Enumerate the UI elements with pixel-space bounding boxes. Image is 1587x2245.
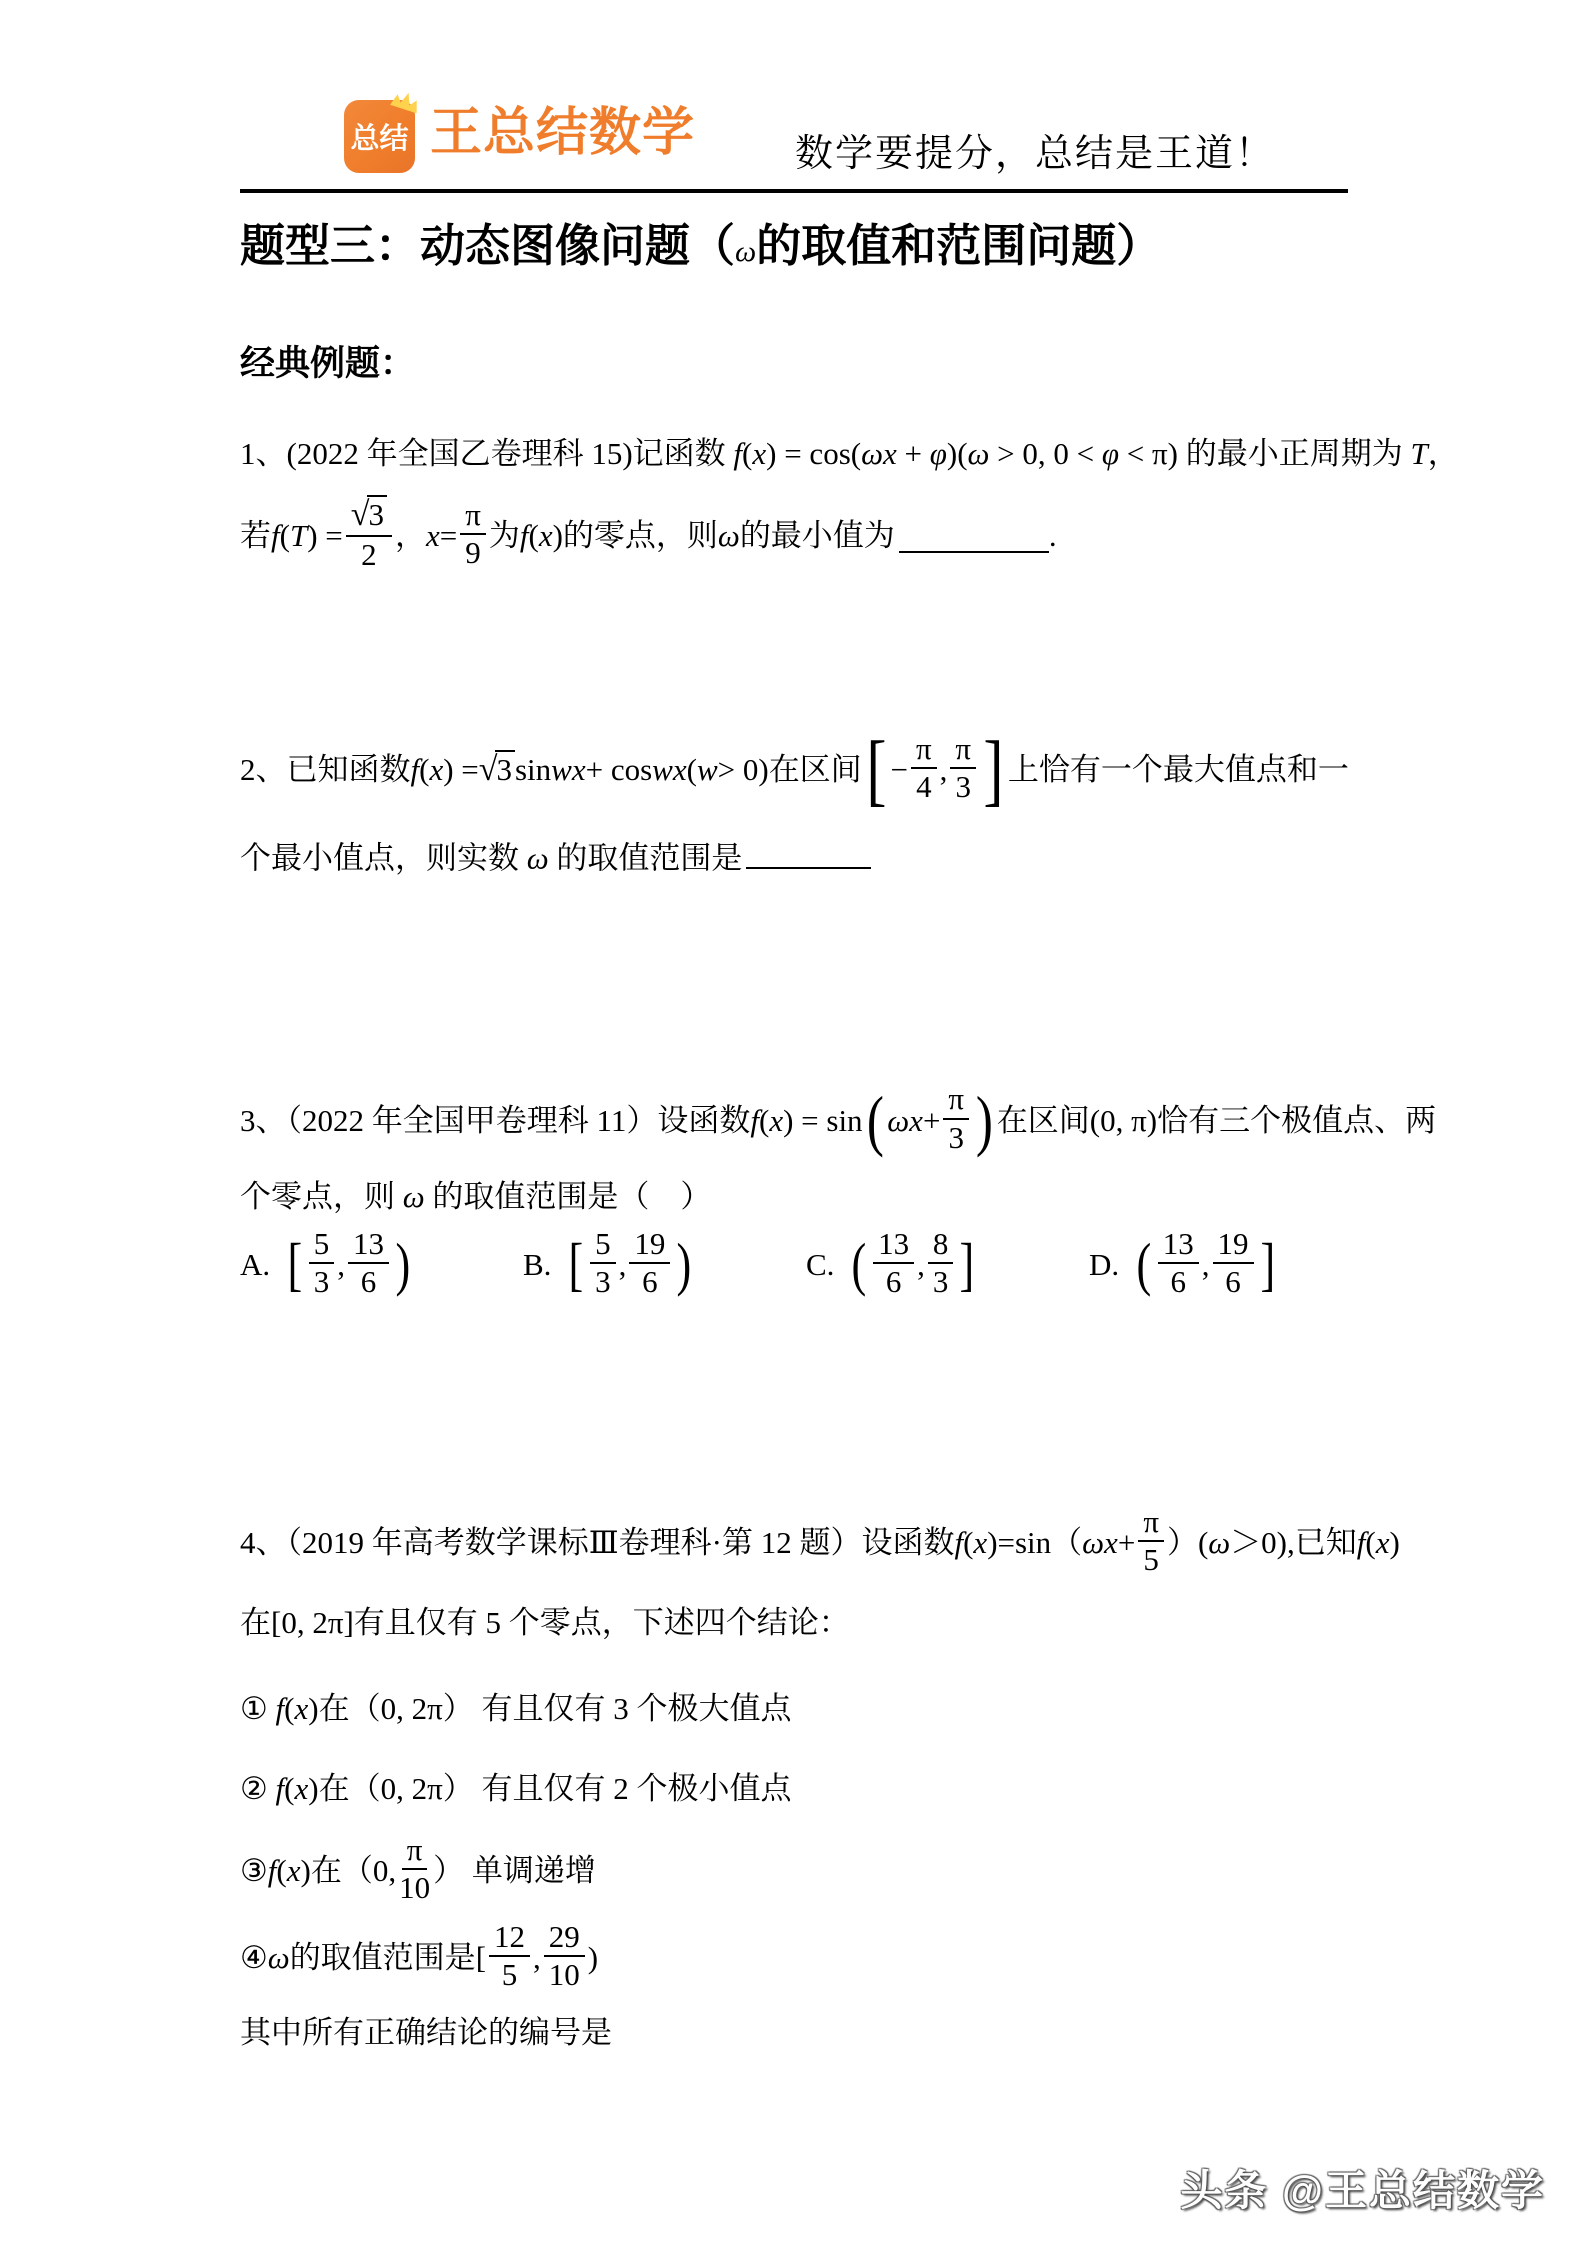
math-var: ωx xyxy=(887,1102,923,1138)
problem-2-line-1 xyxy=(240,724,1437,816)
problem-4-line-2 xyxy=(240,1601,1437,1645)
math-roman: ( xyxy=(742,436,753,471)
math-var: ω xyxy=(967,436,990,471)
fraction xyxy=(629,1227,670,1299)
radicand: 3 xyxy=(367,495,387,532)
text-run: 的取值范围是（ ） xyxy=(424,1178,712,1214)
option-d xyxy=(1089,1225,1278,1301)
text-run: 4、（2019 年高考数学课标Ⅲ卷理科·第 12 题）设函数 xyxy=(240,1524,955,1560)
fraction-numerator: π xyxy=(402,1833,428,1870)
math-var: f xyxy=(954,1524,964,1560)
text-run: 在区间 xyxy=(996,1102,1090,1138)
option-c-label: C. xyxy=(806,1246,835,1282)
math-var: x xyxy=(752,436,767,471)
text-run: 其中所有正确结论的编号是 xyxy=(240,2014,612,2050)
big-delimiter: ] xyxy=(959,1231,975,1297)
option-c-interval xyxy=(848,1225,978,1301)
logo-badge-text: 总结 xyxy=(350,123,409,155)
square-root xyxy=(479,748,515,792)
math-roman: = xyxy=(439,518,458,553)
math-var: ω xyxy=(402,1178,425,1214)
math-var: f xyxy=(1356,1524,1366,1560)
logo-badge xyxy=(344,100,415,173)
fraction xyxy=(1213,1227,1254,1299)
fraction-numerator: π xyxy=(460,498,486,535)
text-run: 为 xyxy=(488,518,520,553)
big-delimiter: ( xyxy=(851,1231,867,1297)
fraction-numerator: 13 xyxy=(1158,1227,1199,1264)
header-rule xyxy=(240,189,1348,193)
math-var: x xyxy=(1375,1524,1390,1560)
big-delimiter: [ xyxy=(866,724,887,814)
text-run: 的零点，则 xyxy=(562,518,718,553)
math-roman: , xyxy=(533,1939,541,1975)
option-d-label: D. xyxy=(1089,1246,1120,1282)
text-run: 的取值范围是 xyxy=(548,840,743,876)
option-b xyxy=(523,1225,806,1301)
text-run: 在（ xyxy=(310,1852,373,1888)
answer-blank xyxy=(746,834,871,869)
text-run: 3、（2022 年全国甲卷理科 11）设函数 xyxy=(240,1102,751,1138)
math-var: f xyxy=(410,752,420,787)
text-run: ② xyxy=(240,1770,276,1806)
math-roman: 0, xyxy=(372,1852,397,1888)
problem-4-line-1 xyxy=(240,1501,1437,1585)
fraction xyxy=(1138,1505,1164,1577)
fraction-denominator: 6 xyxy=(1225,1263,1241,1299)
math-roman: ) xyxy=(1389,1524,1400,1560)
math-roman: )=sin（ xyxy=(987,1524,1083,1560)
radicand: 3 xyxy=(495,750,515,787)
text-run: 的最小正周期为 xyxy=(1178,436,1411,471)
fraction xyxy=(1158,1227,1199,1299)
fraction-denominator: 3 xyxy=(313,1263,330,1299)
math-roman: > 0) xyxy=(717,752,769,787)
fraction xyxy=(399,1833,430,1905)
math-var: ω xyxy=(267,1939,290,1975)
math-roman: ＞0), xyxy=(1230,1524,1295,1560)
text-run: 个零点，则 xyxy=(240,1178,403,1214)
text-run: 在（ xyxy=(318,1690,381,1726)
text-run: 有且仅有 5 个零点，下述四个结论： xyxy=(353,1604,850,1640)
big-delimiter: ] xyxy=(1259,1231,1275,1297)
page-title xyxy=(240,218,1437,280)
fraction-numerator: 19 xyxy=(629,1227,670,1264)
fraction-numerator: 5 xyxy=(309,1227,335,1264)
math-var: x xyxy=(425,518,440,553)
math-var: ωx xyxy=(861,436,897,471)
math-var: w xyxy=(696,752,718,787)
text-run: 在（ xyxy=(318,1770,381,1806)
math-var: f xyxy=(733,436,743,471)
option-a-interval xyxy=(284,1225,414,1301)
fraction-denominator: 2 xyxy=(361,536,377,572)
big-delimiter: ( xyxy=(866,1082,884,1159)
option-d-interval xyxy=(1133,1225,1278,1301)
math-roman: ) = xyxy=(443,752,479,787)
fraction xyxy=(943,1082,969,1154)
text-run: ， xyxy=(1427,436,1459,471)
fraction-denominator: 3 xyxy=(595,1263,611,1299)
text-run: 上恰有一个最大值点和一 xyxy=(1007,752,1349,787)
math-var: wx xyxy=(652,752,687,787)
math-var: ω xyxy=(717,518,740,553)
fraction-numerator: π xyxy=(950,732,976,769)
text-run: ① xyxy=(240,1690,276,1726)
math-roman: ( xyxy=(284,1690,295,1726)
fraction-numerator: 13 xyxy=(873,1227,914,1264)
math-var: φ xyxy=(929,436,947,471)
option-b-interval xyxy=(565,1225,695,1301)
page-title-omega: ω xyxy=(735,235,757,268)
problem-3-line-1 xyxy=(240,1079,1437,1163)
fraction xyxy=(489,1920,530,1992)
math-roman: ) = cos( xyxy=(766,436,862,471)
math-roman: . xyxy=(1048,518,1057,553)
problem-2-line-2 xyxy=(240,834,1437,881)
math-roman: ( xyxy=(1365,1524,1376,1560)
fraction-numerator: π xyxy=(911,732,937,769)
math-var: φ xyxy=(1101,436,1120,471)
fraction-denominator: 3 xyxy=(948,1119,964,1155)
math-roman: ( xyxy=(528,518,539,553)
problem-1-line-1 xyxy=(240,432,1459,476)
section-heading: 经典例题： xyxy=(240,344,416,383)
option-a xyxy=(240,1225,523,1301)
math-roman: ) xyxy=(552,518,563,553)
text-run: ） 有且仅有 2 个极小值点 xyxy=(442,1770,792,1806)
fraction-denominator: 3 xyxy=(955,769,971,804)
math-var: T xyxy=(289,518,308,553)
problem-4-conclusion-3 xyxy=(240,1831,1437,1907)
crown-icon xyxy=(386,83,426,118)
text-run: ） 单调递增 xyxy=(433,1852,596,1888)
fraction-numerator: π xyxy=(1138,1505,1164,1542)
fraction-denominator: 9 xyxy=(465,535,481,570)
fraction xyxy=(950,732,976,804)
header-slogan: 数学要提分，总结是王道！ xyxy=(795,133,1276,175)
problem-3-line-2 xyxy=(240,1175,1437,1219)
fraction-denominator: 10 xyxy=(548,1956,580,1992)
math-var: x xyxy=(286,1852,301,1888)
problem-4-conclusion-2 xyxy=(240,1767,1437,1811)
text-run: 在 xyxy=(240,1604,271,1640)
text-run: ④ xyxy=(240,1939,268,1975)
math-var: ωx xyxy=(1082,1524,1118,1560)
big-delimiter: ) xyxy=(676,1231,692,1297)
radical-sign: √ xyxy=(350,496,370,534)
math-roman: , xyxy=(337,1246,346,1282)
math-var: x xyxy=(294,1690,309,1726)
problem-1-line-2 xyxy=(240,490,1437,582)
fraction-denominator: 10 xyxy=(399,1869,431,1905)
math-roman: ) xyxy=(308,1770,319,1806)
fraction xyxy=(873,1227,914,1299)
fraction-numerator: 8 xyxy=(928,1227,954,1264)
fraction xyxy=(460,498,486,570)
math-var: x xyxy=(769,1102,784,1138)
fraction-denominator: 5 xyxy=(501,1956,518,1992)
page-title-post: 的取值和范围问题） xyxy=(756,220,1162,271)
math-roman: ( xyxy=(963,1524,974,1560)
fraction-denominator: 6 xyxy=(885,1263,902,1299)
text-run: 2、已知函数 xyxy=(240,752,411,787)
fraction-denominator: 3 xyxy=(932,1263,949,1299)
page-title-pre: 题型三：动态图像问题（ xyxy=(240,220,736,271)
math-roman: , xyxy=(917,1246,925,1282)
math-roman: > 0, 0 < xyxy=(989,436,1102,471)
math-var: f xyxy=(275,1770,285,1806)
text-run: 1、(2022 年全国乙卷理科 15)记函数 xyxy=(240,436,734,471)
math-var: ω xyxy=(1208,1524,1231,1560)
fraction-numerator: 13 xyxy=(348,1227,389,1264)
page-header xyxy=(0,0,1587,194)
big-delimiter: [ xyxy=(568,1231,584,1297)
problem-4-conclusion-4 xyxy=(240,1919,1437,1997)
fraction xyxy=(346,496,392,572)
math-roman: (0, π) xyxy=(1089,1102,1158,1138)
big-delimiter: ) xyxy=(395,1231,411,1297)
text-run: 的最小值为 xyxy=(739,518,895,553)
fraction xyxy=(544,1920,585,1992)
fraction-denominator: 5 xyxy=(1143,1541,1159,1577)
math-var: x xyxy=(538,518,553,553)
math-roman: 0, 2π xyxy=(380,1770,443,1806)
math-var: f xyxy=(267,1852,277,1888)
math-roman: 0, 2π xyxy=(380,1690,443,1726)
fraction-numerator: 29 xyxy=(544,1920,585,1957)
problem-3-options-row xyxy=(240,1225,1437,1301)
text-run: ③ xyxy=(240,1852,268,1888)
math-roman: [0, 2π] xyxy=(271,1604,354,1640)
math-var: f xyxy=(275,1690,285,1726)
math-roman: [ xyxy=(475,1939,487,1975)
math-roman: ( xyxy=(276,1852,287,1888)
math-roman: ）( xyxy=(1166,1524,1209,1560)
big-delimiter: [ xyxy=(287,1231,303,1297)
fraction-numerator xyxy=(346,496,392,537)
text-run: 若 xyxy=(240,518,271,553)
text-run: 在区间 xyxy=(768,752,862,787)
text-run: 的取值范围是 xyxy=(289,1939,476,1975)
math-var: wx xyxy=(551,752,586,787)
fraction-numerator: 5 xyxy=(590,1227,616,1264)
text-run: 已知 xyxy=(1294,1524,1357,1560)
problem-4-closing-line xyxy=(240,2011,1437,2055)
answer-blank xyxy=(899,519,1049,554)
math-roman: ( xyxy=(279,518,290,553)
math-roman: ( xyxy=(419,752,430,787)
math-var: f xyxy=(519,518,529,553)
math-var: x xyxy=(429,752,444,787)
math-roman: + xyxy=(896,436,930,471)
fraction-denominator: 6 xyxy=(1170,1263,1187,1299)
math-roman: sin xyxy=(514,752,552,787)
math-roman: < π) xyxy=(1119,436,1179,471)
logo-text: 王总结数学 xyxy=(430,104,696,162)
math-roman: , xyxy=(1201,1246,1210,1282)
big-delimiter: ) xyxy=(975,1082,993,1159)
math-var: x xyxy=(973,1524,988,1560)
document-body xyxy=(0,218,1587,2055)
math-roman: − xyxy=(890,752,909,787)
math-roman: + xyxy=(922,1102,941,1138)
math-roman: ) xyxy=(308,1690,319,1726)
text-run: 恰有三个极值点、两 xyxy=(1157,1102,1437,1138)
math-var: f xyxy=(750,1102,759,1138)
text-run: 个最小值点，则实数 xyxy=(240,840,527,876)
fraction-denominator: 4 xyxy=(916,769,932,804)
fraction xyxy=(309,1227,335,1299)
math-roman: + xyxy=(1117,1524,1136,1560)
math-roman: ) = xyxy=(307,518,343,553)
fraction-numerator: 19 xyxy=(1213,1227,1254,1264)
option-b-label: B. xyxy=(523,1246,552,1282)
math-roman: ) xyxy=(300,1852,311,1888)
fraction xyxy=(590,1227,616,1299)
math-roman: ( xyxy=(686,752,697,787)
math-roman: )( xyxy=(946,436,968,471)
fraction xyxy=(348,1227,389,1299)
math-roman: , xyxy=(939,752,948,787)
math-var: f xyxy=(271,518,280,553)
math-var: x xyxy=(294,1770,309,1806)
fraction xyxy=(911,732,937,804)
big-delimiter: ( xyxy=(1136,1231,1152,1297)
math-roman: ) = sin xyxy=(783,1102,863,1138)
option-c xyxy=(806,1225,1089,1301)
watermark: 头条 @王总结数学 xyxy=(1180,2167,1545,2214)
math-roman: , xyxy=(618,1246,627,1282)
big-delimiter: ] xyxy=(983,724,1004,814)
math-roman: ( xyxy=(284,1770,295,1806)
fraction-numerator: π xyxy=(943,1082,969,1119)
radical-sign: √ xyxy=(478,751,498,788)
option-a-label: A. xyxy=(240,1246,271,1282)
text-run: ， xyxy=(394,518,426,553)
fraction-denominator: 6 xyxy=(360,1263,377,1299)
text-run: ） 有且仅有 3 个极大值点 xyxy=(442,1690,792,1726)
math-var: T xyxy=(1410,436,1428,471)
fraction xyxy=(928,1227,954,1299)
math-roman: ) xyxy=(587,1939,599,1975)
math-var: ω xyxy=(526,840,549,876)
fraction-denominator: 6 xyxy=(642,1263,658,1299)
math-roman: + cos xyxy=(585,752,653,787)
math-roman: ( xyxy=(758,1102,770,1138)
fraction-numerator: 12 xyxy=(489,1920,530,1957)
problem-4-conclusion-1 xyxy=(240,1687,1437,1731)
